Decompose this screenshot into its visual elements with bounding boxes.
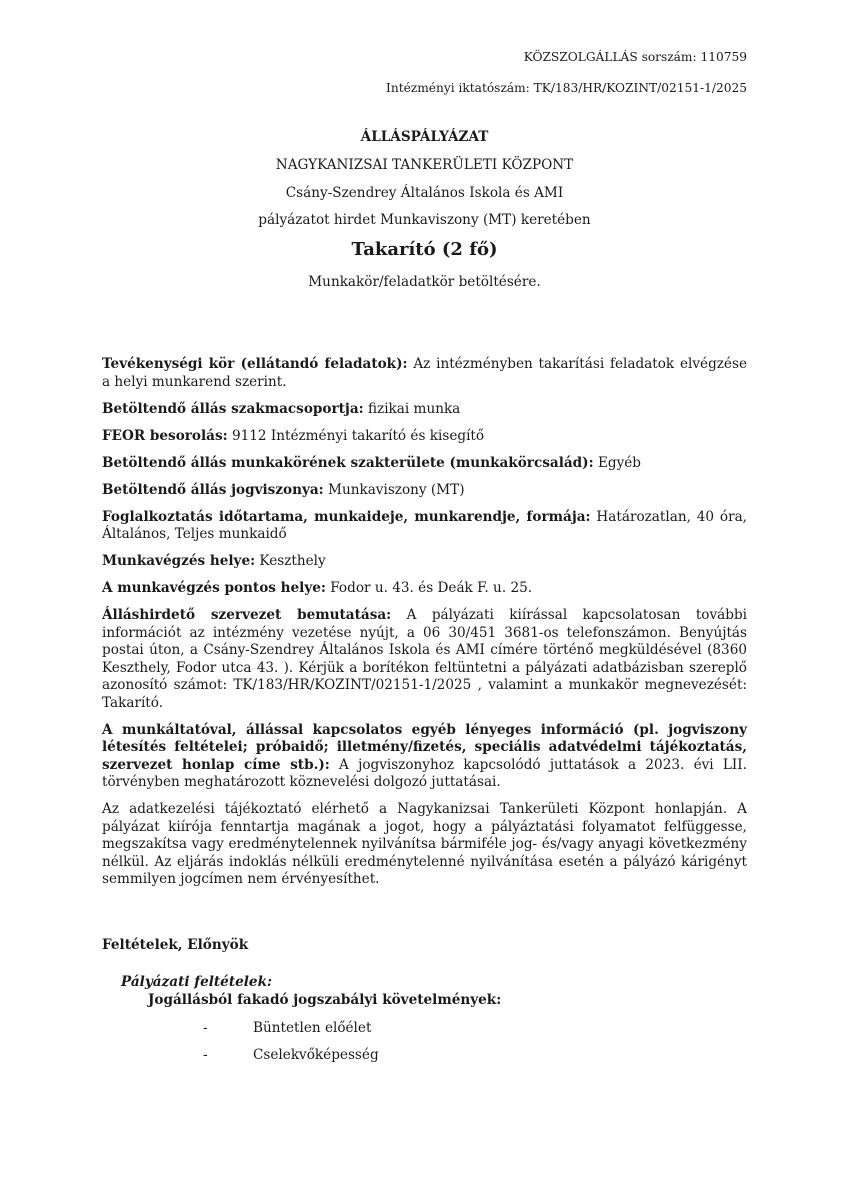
requirement-item: Büntetlen előélet (253, 1020, 372, 1036)
bullet-marker: - (203, 1020, 208, 1036)
field-label: Betöltendő állás munkakörének szakterülete (munkakörcsalád): (102, 454, 594, 471)
field-value: fizikai munka (363, 400, 461, 417)
field-label: A munkavégzés pontos helye: (102, 580, 326, 596)
field-label: Álláshirdető szervezet bemutatása: (102, 607, 392, 623)
document-heading: ÁLLÁSPÁLYÁZAT (360, 129, 489, 145)
field-value: Egyéb (593, 454, 641, 471)
field-value: Fodor u. 43. és Deák F. u. 25. (325, 580, 533, 596)
field-label: A munkáltatóval, állással kapcsolatos egyéb lényeges információ (pl. jogviszony létesítés feltételei; próbaidő; illetmény/fizetés, speciális adatvédelmi tájékoztatás, szervezet honlap címe stb.): (102, 721, 747, 773)
field-label: Betöltendő állás szakmacsoportja: (102, 400, 364, 417)
requirement-item: Cselekvőképesség (253, 1047, 379, 1063)
field-exact-location (102, 580, 747, 598)
field-work-location (102, 553, 747, 571)
field-profession-group (102, 401, 747, 419)
field-activity (102, 356, 747, 391)
position-subline: Munkakör/feladatkör betöltésére. (308, 274, 541, 290)
field-working-time (102, 509, 747, 544)
privacy-notice: Az adatkezelési tájékoztató elérhető a Nagykanizsai Tankerületi Központ honlapján. A pályázat kiírója fenntartja magának a jogot, hogy a pályáztatási folyamatot felfüggesse, megszakítsa vagy eredménytelennek nyilvánítsa bármiféle jog- és/vagy anyagi következmény nélkül. Az eljárás indoklás nélküli eredménytelenné nyilvánítása esetén a pályázó kárigényt semmilyen jogcímen nem érvényesíthet. (102, 801, 747, 887)
field-value: Munkaviszony (MT) (323, 481, 465, 498)
conditions-subtitle: Pályázati feltételek: (121, 974, 273, 990)
organization-name: NAGYKANIZSAI TANKERÜLETI KÖZPONT (275, 157, 574, 173)
field-employment-type (102, 482, 747, 500)
field-label: FEOR besorolás: (102, 427, 228, 444)
reference-number: Intézményi iktatószám: TK/183/HR/KOZINT/02151-1/2025 (386, 81, 747, 95)
field-value: A pályázati kiírással kapcsolatosan további információt az intézmény vezetése nyújt, a 06 30/451 3681-os telefonszámon. Benyújtás postai úton, a Csány-Szendrey Általános Iskola és AMI címére történő megküldésével (8360 Keszthely, Fodor utca 43. ). Kérjük a borítékon feltüntetni a pályázati adatbázisban szereplő azonosító számot: TK/183/HR/KOZINT/02151-1/2025 , valamint a munkakör megnevezését: Takarító. (102, 607, 747, 711)
field-value: A jogviszonyhoz kapcsolódó juttatások a 2023. évi LII. törvényben meghatározott köznevelési dolgozó juttatásai. (102, 756, 747, 790)
serial-number: KÖZSZOLGÁLLÁS sorszám: 110759 (523, 50, 747, 64)
field-feor (102, 428, 747, 446)
institution-name: Csány-Szendrey Általános Iskola és AMI (285, 185, 564, 201)
field-label: Foglalkoztatás időtartama, munkaideje, munkarendje, formája: (102, 508, 591, 525)
field-value: Keszthely (255, 553, 326, 569)
job-details (102, 356, 747, 898)
field-label: Betöltendő állás jogviszonya: (102, 481, 324, 498)
conditions-section-title: Feltételek, Előnyök (102, 937, 249, 953)
field-label: Munkavégzés helye: (102, 553, 256, 569)
field-value: Az intézményben takarítási feladatok elvégzése a helyi munkarend szerint. (102, 356, 747, 390)
requirements-group-title: Jogállásból fakadó jogszabályi követelmények: (148, 992, 502, 1008)
bullet-marker: - (203, 1047, 208, 1063)
field-value: 9112 Intézményi takarító és kisegítő (227, 427, 485, 444)
field-organization-intro (102, 607, 747, 712)
field-value: Határozatlan, 40 óra, Általános, Teljes munkaidő (102, 508, 747, 542)
field-job-family (102, 455, 747, 473)
field-other-info (102, 722, 747, 792)
announcement-line: pályázatot hirdet Munkaviszony (MT) keretében (258, 212, 591, 228)
position-title: Takarító (2 fő) (351, 239, 498, 260)
field-label: Tevékenységi kör (ellátandó feladatok): (102, 356, 408, 372)
